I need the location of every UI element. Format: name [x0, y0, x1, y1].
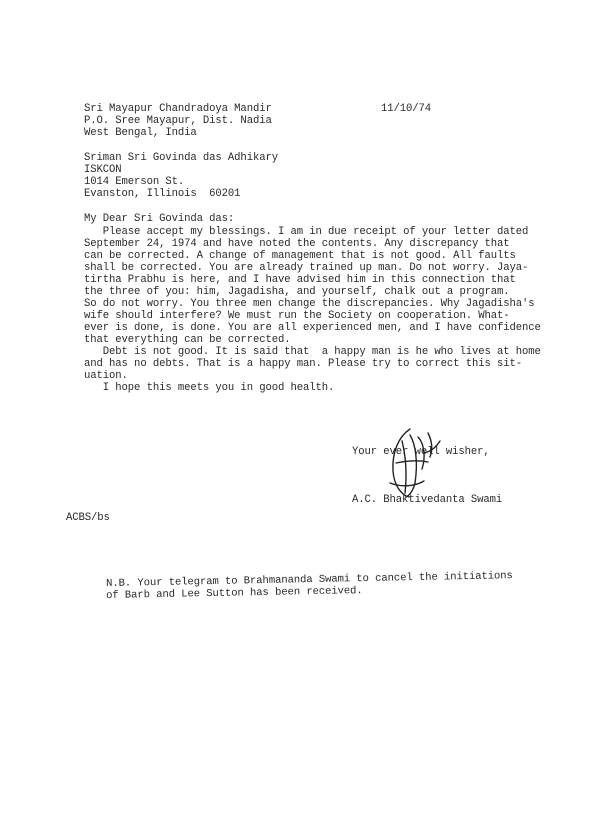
salutation: My Dear Sri Govinda das:: [84, 213, 235, 225]
body-line: the three of you: him, Jagadisha, and yourself, chalk out a program.: [84, 286, 510, 298]
body-line: shall be corrected. You are already trained up man. Do not worry. Jaya-: [84, 262, 529, 274]
sender-address-line: P.O. Sree Mayapur, Dist. Nadia: [84, 115, 272, 127]
body-line: Debt is not good. It is said that a happy man is he who lives at home: [84, 346, 541, 358]
sender-address-line: Sri Mayapur Chandradoya Mandir: [84, 103, 272, 115]
body-line: I hope this meets you in good health.: [84, 382, 335, 394]
body-line: ever is done, is done. You are all experienced men, and I have confidence: [84, 322, 541, 334]
body-line: uation.: [84, 370, 128, 382]
letter-date: 11/10/74: [381, 103, 432, 115]
body-line: tirtha Prabhu is here, and I have advised him in this connection that: [84, 274, 516, 286]
body-line: September 24, 1974 and have noted the contents. Any discrepancy that: [84, 238, 510, 250]
recipient-address-line: Sriman Sri Govinda das Adhikary: [84, 152, 278, 164]
postscript-line: of Barb and Lee Sutton has been received.: [106, 585, 363, 602]
body-line: wife should interfere? We must run the Society on cooperation. What-: [84, 310, 510, 322]
body-line: and has no debts. That is a happy man. Please try to correct this sit-: [84, 358, 523, 370]
recipient-address-line: ISKCON: [84, 164, 122, 176]
signatory: A.C. Bhaktivedanta Swami: [352, 494, 503, 506]
body-line: Please accept my blessings. I am in due receipt of your letter dated: [84, 226, 529, 238]
recipient-address-line: 1014 Emerson St.: [84, 176, 185, 188]
body-line: that everything can be corrected.: [84, 334, 291, 346]
postscript-line: N.B. Your telegram to Brahmananda Swami to cancel the initiations: [106, 570, 513, 590]
initials: ACBS/bs: [66, 512, 110, 524]
sender-address-line: West Bengal, India: [84, 127, 197, 139]
body-line: can be corrected. A change of management that is not good. All faults: [84, 250, 516, 262]
closing: Your ever well wisher,: [352, 446, 490, 458]
signature-mark: [366, 423, 450, 505]
recipient-address-line: Evanston, Illinois 60201: [84, 188, 241, 200]
body-line: So do not worry. You three men change the discrepancies. Why Jagadisha's: [84, 298, 535, 310]
